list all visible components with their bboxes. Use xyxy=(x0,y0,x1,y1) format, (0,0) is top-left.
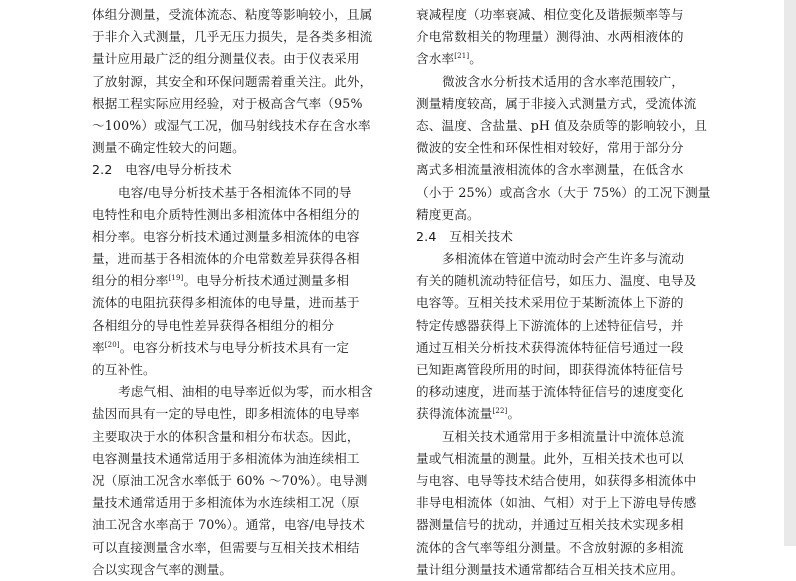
text-line xyxy=(92,204,390,226)
line-text: 电容测量技术通常适用于多相流体为油连续相工 xyxy=(92,450,360,466)
line-text-continued: 。电导分析技术通过测量多相 xyxy=(183,273,350,289)
line-text: 微波的安全性和环保性相对较好，常用于部分分 xyxy=(416,140,684,156)
text-line xyxy=(92,71,390,93)
text-line xyxy=(416,470,712,492)
text-line xyxy=(92,537,390,559)
text-line xyxy=(92,381,390,403)
text-line xyxy=(92,403,390,425)
text-line xyxy=(416,315,712,337)
line-text: 2.2 电容/电导分析技术 xyxy=(92,162,232,178)
text-line xyxy=(416,359,712,381)
line-text: 有关的随机流动特征信号，如压力、温度、电导及 xyxy=(416,273,697,289)
section-heading xyxy=(92,159,390,181)
text-line xyxy=(416,71,712,93)
text-line xyxy=(92,448,390,470)
text-line xyxy=(92,270,390,292)
line-text: 测量精度较高，属于非接入式测量方式，受流体流 xyxy=(416,95,697,111)
line-text: 各相组分的导电性差异获得各相组分的相分 xyxy=(92,317,335,333)
line-text: 2.4 互相关技术 xyxy=(416,228,513,244)
line-text: 含水率 xyxy=(416,51,455,67)
line-text: 量，进而基于各相流体的介电常数差异获得各相 xyxy=(92,251,360,267)
text-line xyxy=(416,115,712,137)
line-text: 非导电相流体（如油、气相）对于上下游电导传感 xyxy=(416,495,697,511)
text-line xyxy=(416,182,712,204)
line-text: （小于 25%）或高含水（大于 75%）的工况下测量 xyxy=(416,184,711,200)
line-text: 量计应用最广泛的组分测量仪表。由于仪表采用 xyxy=(92,51,360,67)
text-line xyxy=(416,426,712,448)
text-line xyxy=(92,315,390,337)
line-text: 了放射源，其安全和环保问题需着重关注。此外， xyxy=(92,73,373,89)
line-text: 的互补性。 xyxy=(92,362,156,377)
line-text: 况（原油工况含水率低于 60% ～70%）。电导测 xyxy=(92,472,368,488)
line-text: 主要取决于水的体积含量和相分布状态。因此， xyxy=(92,428,360,444)
line-text: 多相流体在管道中流动时会产生许多与流动 xyxy=(442,251,685,267)
line-text: 盐因而具有一定的导电性，即多相流体的电导率 xyxy=(92,406,360,422)
line-text: 量或气相流量的测量。此外，互相关技术也可以 xyxy=(416,450,684,466)
page-edge-strip xyxy=(784,0,796,546)
line-text: 量技术通常适用于多相流体为水连续相工况（原 xyxy=(92,495,360,511)
text-line xyxy=(416,48,712,70)
section-heading xyxy=(416,226,712,248)
line-text: 根据工程实际应用经验，对于极高含气率（95% xyxy=(92,95,363,111)
text-line xyxy=(416,26,712,48)
text-line xyxy=(92,226,390,248)
line-text: 特定传感器获得上下游流体的上述特征信号，并 xyxy=(416,317,684,333)
text-line xyxy=(416,537,712,559)
text-line xyxy=(92,359,390,381)
line-text: 流体的电阻抗获得多相流体的电导量，进而基于 xyxy=(92,295,360,311)
text-line xyxy=(416,381,712,403)
text-line xyxy=(416,204,712,226)
text-line xyxy=(416,292,712,314)
line-text: 量计组分测量技术通常都结合互相关技术应用。 xyxy=(416,561,684,577)
line-text: 已知距离管段所用的时间，即获得流体特征信号 xyxy=(416,362,684,377)
line-text: 衰减程度（功率衰减、相位变化及谐振频率等与 xyxy=(416,7,684,22)
line-text: 于非介入式测量，几乎无压力损失，是各类多相流 xyxy=(92,29,373,45)
text-line xyxy=(416,492,712,514)
line-text: 通过互相关分析技术获得流体特征信号通过一段 xyxy=(416,339,684,355)
line-text: 相分率。电容分析技术通过测量多相流体的电容 xyxy=(92,228,360,244)
text-line xyxy=(416,4,712,26)
text-line xyxy=(416,159,712,181)
text-line xyxy=(92,292,390,314)
line-text-continued: 。 xyxy=(507,406,521,422)
line-text: 电特性和电介质特性测出多相流体中各相组分的 xyxy=(92,206,360,222)
line-text: 获得流体流量 xyxy=(416,406,493,422)
citation-ref: [22] xyxy=(492,407,508,416)
text-line xyxy=(416,93,712,115)
text-line xyxy=(416,514,712,536)
line-text: 体组分测量，受流体流态、粘度等影响较小，且属 xyxy=(92,7,373,22)
text-line xyxy=(416,559,712,581)
text-line xyxy=(416,448,712,470)
line-text: 介电常数相关的物理量）测得油、水两相液体的 xyxy=(416,29,684,45)
text-line xyxy=(416,403,712,425)
line-text: 测量不确定性较大的问题。 xyxy=(92,140,245,156)
line-text: 流体的含气率等组分测量。不含放射源的多相流 xyxy=(416,539,684,555)
line-text: 器测量信号的扰动，并通过互相关技术实现多相 xyxy=(416,517,684,533)
line-text: 态、温度、含盐量、pH 值及杂质等的影响较小，且 xyxy=(416,117,708,133)
text-line xyxy=(92,492,390,514)
text-line xyxy=(416,137,712,159)
line-text: ～100%）或湿气工况，伽马射线技术存在含水率 xyxy=(92,117,371,133)
right-text-column xyxy=(416,4,712,581)
text-line xyxy=(92,115,390,137)
line-text-continued: 。电容分析技术与电导分析技术具有一定 xyxy=(119,339,350,355)
line-text: 离式多相流量液相流体的含水率测量，在低含水 xyxy=(416,162,684,178)
text-line xyxy=(92,4,390,26)
line-text: 率 xyxy=(92,339,105,355)
line-text: 电容/电导分析技术基于各相流体不同的导 xyxy=(118,184,352,200)
line-text: 组分的相分率 xyxy=(92,273,169,289)
text-line xyxy=(92,514,390,536)
line-text: 可以直接测量含水率，但需要与互相关技术相结 xyxy=(92,539,360,555)
line-text: 电容等。互相关技术采用位于某断流体上下游的 xyxy=(416,295,684,311)
line-text: 油工况含水率高于 70%）。通常，电容/电导技术 xyxy=(92,517,365,533)
text-line xyxy=(416,248,712,270)
line-text: 与电容、电导等技术结合使用，如获得多相流体中 xyxy=(416,472,697,488)
text-line xyxy=(92,48,390,70)
line-text: 合以实现含气率的测量。 xyxy=(92,561,233,577)
line-text: 互相关技术通常用于多相流量计中流体总流 xyxy=(442,428,685,444)
text-line xyxy=(92,559,390,581)
text-line xyxy=(92,26,390,48)
text-line xyxy=(92,470,390,492)
left-text-column xyxy=(92,4,390,581)
text-line xyxy=(416,337,712,359)
citation-ref: [21] xyxy=(454,52,470,61)
text-line xyxy=(92,248,390,270)
line-text: 考虑气相、油相的电导率近似为零，而水相含 xyxy=(118,384,373,400)
line-text: 精度更高。 xyxy=(416,206,480,222)
line-text-continued: 。 xyxy=(469,51,482,67)
text-line xyxy=(92,182,390,204)
line-text: 微波含水分析技术适用的含水率范围较广， xyxy=(442,73,685,89)
text-line xyxy=(92,137,390,159)
text-line xyxy=(92,337,390,359)
line-text: 的移动速度，进而基于流体特征信号的速度变化 xyxy=(416,384,684,400)
text-line xyxy=(92,93,390,115)
citation-ref: [20] xyxy=(104,340,120,349)
citation-ref: [19] xyxy=(168,274,184,283)
text-line xyxy=(416,270,712,292)
text-line xyxy=(92,426,390,448)
